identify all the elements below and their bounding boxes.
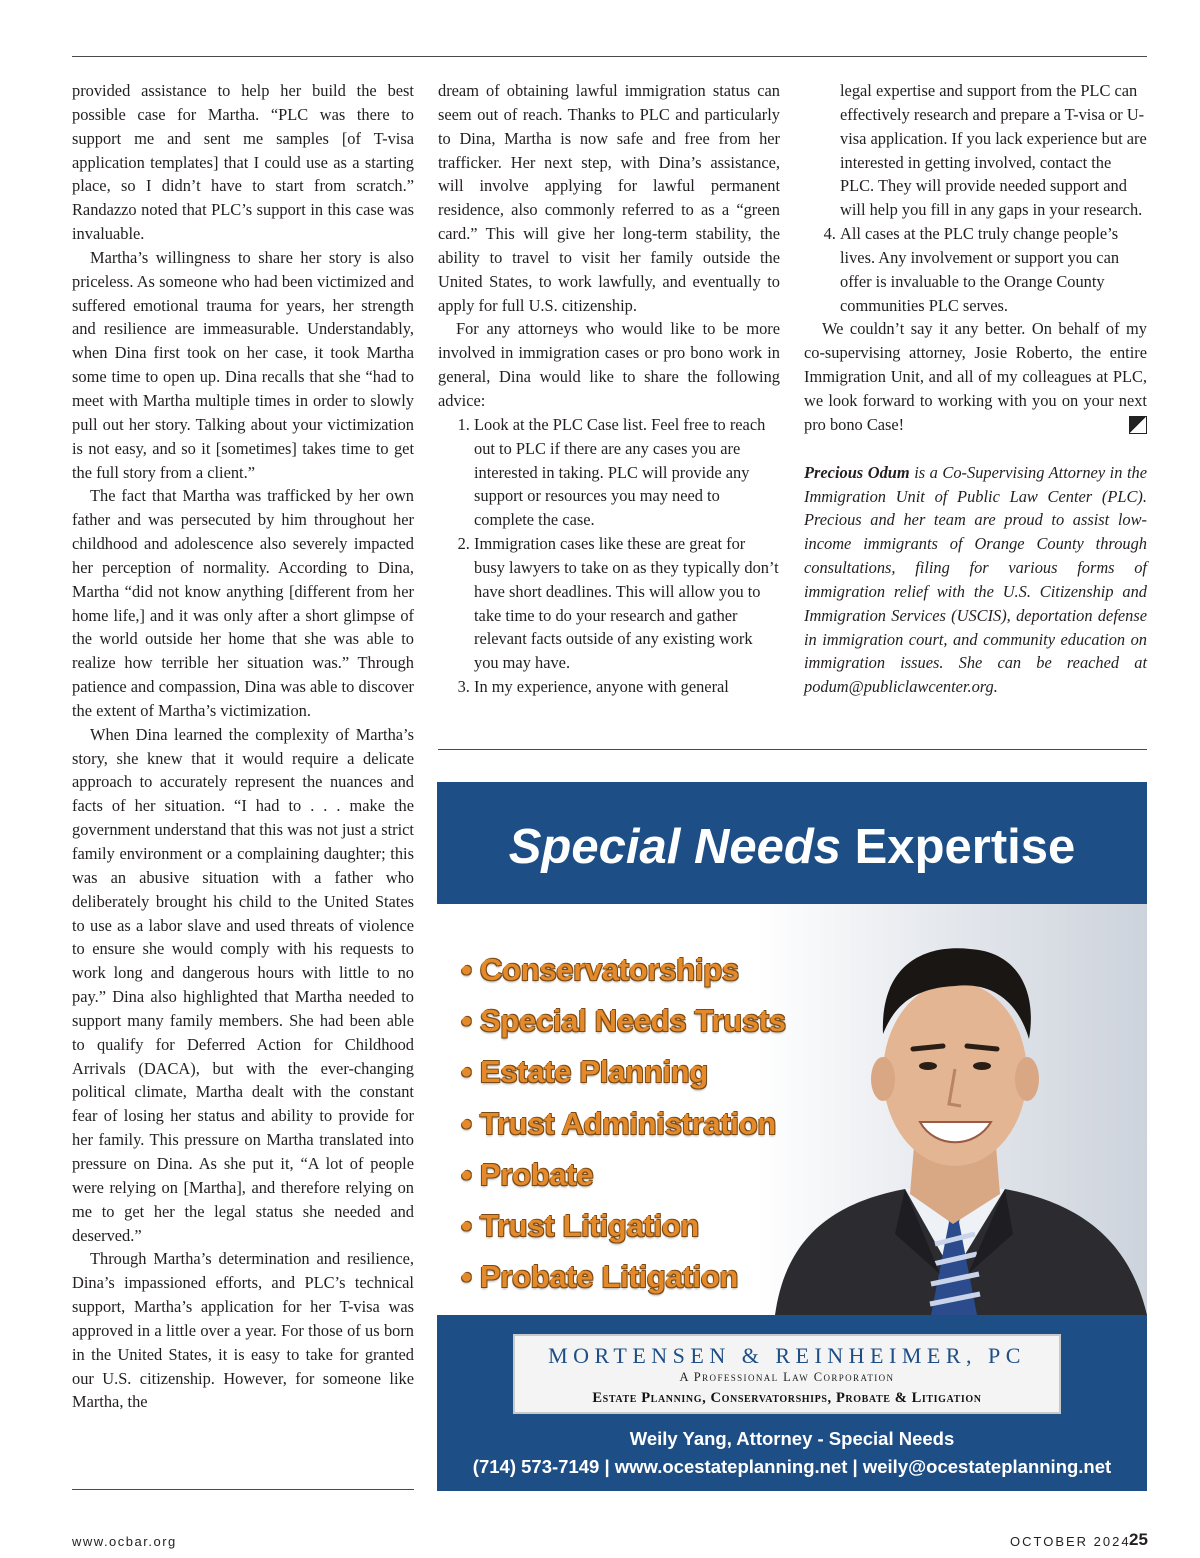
author-name: Precious Odum [804,462,910,482]
service-item: • Estate Planning [461,1054,708,1090]
column-1-bottom-rule [72,1489,414,1490]
ad-contact-block [437,1422,1147,1478]
service-item: • Special Needs Trusts [461,1003,786,1039]
author-bio [804,461,1147,699]
firm-name: MORTENSEN & REINHEIMER, PC [548,1343,1026,1368]
footer-website[interactable]: www.ocbar.org [72,1534,177,1549]
paragraph: For any attorneys who would like to be more involved in immigration cases or pro bono work in general, Dina would like to share the following advice: [438,319,780,410]
author-bio-text: is a Co-Supervising Attorney in the Immigration Unit of Public Law Center (PLC). Precious and her team are proud to assist low-income immigrants of Orange County through consultations, filing for various forms of immigration relief with the U.S. Citizenship and Immigration Services (USCIS), deportation defense in immigration court, and community education on immigration issues. She can be reached at podum@publiclawcenter.org. [804,462,1147,697]
attorney-photo-panel [437,904,1147,1315]
contact-line[interactable]: (714) 573-7149 | www.ocestateplanning.net | weily@ocestateplanning.net [472,1456,1112,1477]
list-item: 1. Look at the PLC Case list. Feel free to reach out to PLC if there are any cases you are interested in taking. PLC will provide any support or resources you may need to complete the case. [474,413,780,532]
ad-headline-rest: Expertise [841,820,1076,874]
ocbar-end-mark-icon [1129,416,1147,434]
article-column-2 [438,79,780,699]
list-item-continued: legal expertise and support from the PLC can effectively research and prepare a T-visa or U-visa application. If you lack experience but are interested in getting involved, contact the PLC. They will provide needed support and will help you fill in any gaps in your research. [840,81,1147,220]
service-item: • Probate [461,1156,594,1192]
special-needs-ad [437,782,1147,1491]
list-item: 3. In my experience, anyone with general [474,675,780,699]
list-item: 2. Immigration cases like these are great for busy lawyers to take on as they typically don’t have short deadlines. This will allow you to take time to do your research and gather relevant facts outside of any existing work you may have. [474,532,780,675]
attorney-portrait-icon [755,904,1147,1315]
article-column-1 [72,79,414,1414]
paragraph: When Dina learned the complexity of Martha’s story, she knew that it would require a delicate approach to accurately represent the nuances and facts of her situation. “I had to . . . make the government understand that this was not just a strict family environment or a complaining daughter; this was an abusive situation with a father who deliberately brought his child to the United States to use as a labor slave and used threats of violence to ensure she would comply with his requests to work long and dangerous hours with little to no pay.” Dina also highlighted that Martha needed to support many family members. She had been able to qualify for Deferred Action for Childhood Arrivals (DACA), but with the ever-changing political climate, Martha dealt with the constant fear of losing her status and ability to provide for her family. This pressure on Martha translated into pressure on Dina. As she put it, “A lot of people were relying on [Martha], and therefore relying on me to get her the legal status she needed and deserved.” [72,724,414,1245]
paragraph: Martha’s willingness to share her story is also priceless. As someone who had been victimized and suffered emotional trauma for years, her strength and resilience are immeasurable. Understandably, when Dina first took on her case, it took Martha some time to open up. Dina recalls that she “had to meet with Martha multiple times in order to slowly pull out her story. Talking about your victimization is not easy, and so it [sometimes] takes time to get the full story from a client.” [72,247,414,482]
service-item: • Trust Litigation [461,1208,699,1244]
advice-list [438,413,780,699]
article-column-3 [804,79,1147,699]
footer-issue-date: OCTOBER 2024 [1010,1534,1131,1549]
ad-services-list [461,944,786,1302]
service-item: • Probate Litigation [461,1259,738,1295]
service-item: • Conservatorships [461,952,739,987]
attorney-name: Weily Yang, Attorney - Special Needs [629,1428,955,1449]
paragraph: Through Martha’s determination and resilience, Dina’s impassioned efforts, and PLC’s technical support, Martha’s application for her T-visa was approved in a little over a year. For those of us born in the United States, it is easy to take for granted our U.S. citizenship. However, for someone like Martha, the [72,1249,414,1412]
closing-paragraph [804,317,1147,436]
paragraph: The fact that Martha was trafficked by her own father and was persecuted by him throughout her childhood and adolescence also severely impacted her perception of normality. According to Dina, Martha “did not know anything [different from her home life,] and it was only after a short glimpse of the world outside her home that she was able to realize how terrible her situation was.” Through patience and compassion, Dina was able to discover the extent of Martha’s victimization. [72,486,414,720]
paragraph: provided assistance to help her build the best possible case for Martha. “PLC was there to support me and sent me samples [of T-visa application templates] that I could use as a starting place, so I didn’t have to start from scratch.” Randazzo noted that PLC’s support in this case was invaluable. [72,81,414,244]
service-item: • Trust Administration [461,1105,776,1141]
advice-list-continued [804,222,1147,317]
firm-subtitle: A Professional Law Corporation [679,1370,895,1384]
page-number: 25 [1129,1530,1148,1549]
closing-text: We couldn’t say it any better. On behalf of my co-supervising attorney, Josie Roberto, the entire Immigration Unit, and all of my colleagues at PLC, we look forward to working with you on your next pro bono Case! [804,319,1147,434]
ad-headline [437,782,1147,904]
top-rule [72,56,1147,57]
firm-nameplate [513,1334,1061,1414]
paragraph: dream of obtaining lawful immigration status can seem out of reach. Thanks to PLC and particularly to Dina, Martha is now safe and free from her trafficker. Her next step, with Dina’s assistance, will involve applying for lawful permanent residence, also commonly referred to as a “green card.” This will give her long-term stability, the ability to travel to visit her family outside the United States, to work lawfully, and eventually to apply for full U.S. citizenship. [438,81,780,315]
list-item: 4. All cases at the PLC truly change people’s lives. Any involvement or support you can offer is invaluable to the Orange County communities PLC serves. [840,222,1147,317]
firm-practice-areas: Estate Planning, Conservatorships, Probate & Litigation [592,1390,982,1406]
ad-top-rule [438,749,1147,750]
ad-headline-italic: Special Needs [508,820,842,874]
